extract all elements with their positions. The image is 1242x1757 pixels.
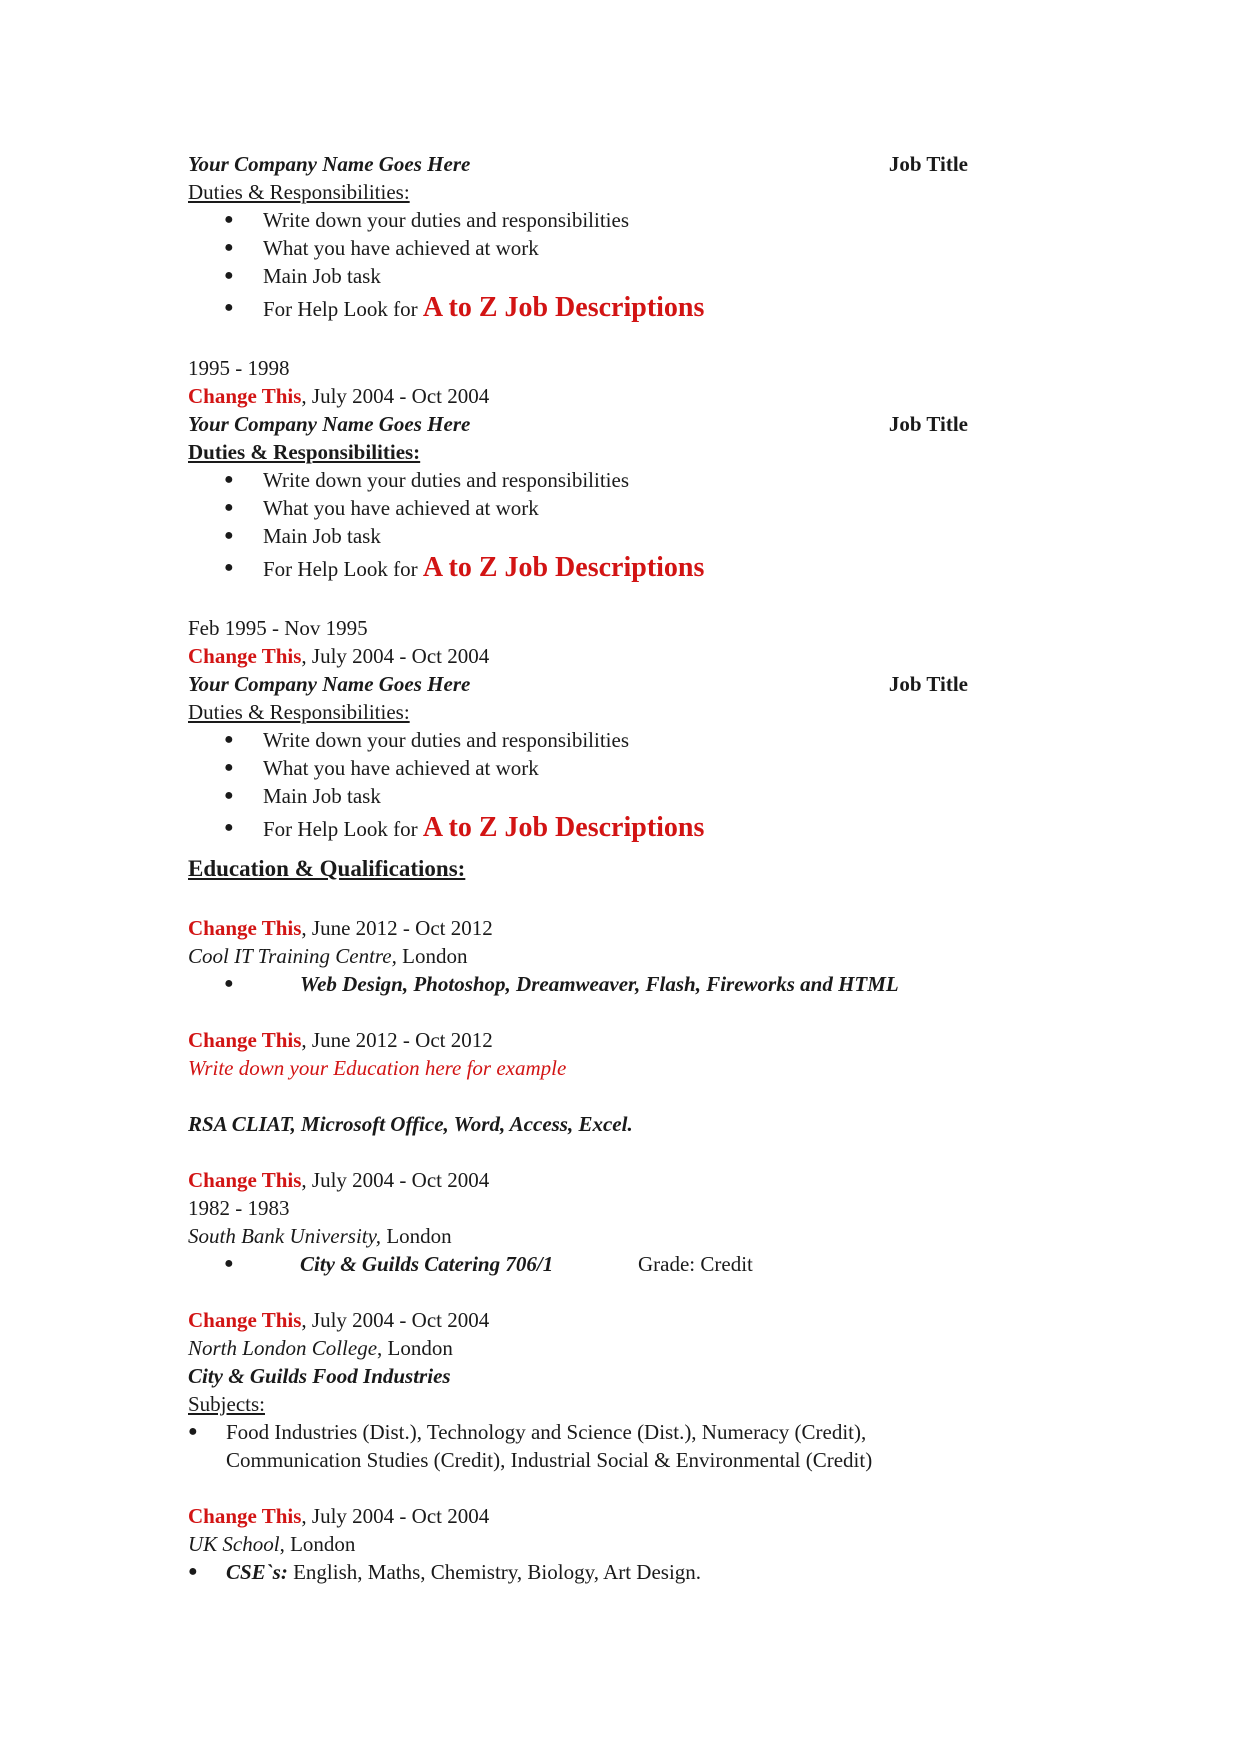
- help-prefix: For Help Look for: [263, 557, 423, 581]
- institution-name: North London College: [188, 1336, 378, 1360]
- institution-line: [188, 1530, 968, 1558]
- cse-label: CSE`s:: [226, 1560, 288, 1584]
- job-descriptions-link[interactable]: A to Z Job Descriptions: [422, 812, 705, 843]
- bullet-icon: ●: [224, 471, 234, 488]
- education-period: [188, 1166, 968, 1194]
- bullet-icon: ●: [224, 499, 234, 516]
- course-name: City & Guilds Food Industries: [188, 1364, 451, 1388]
- cse-item: [188, 1558, 968, 1586]
- education-period: [188, 1026, 968, 1054]
- duty-item: [188, 754, 968, 782]
- job-descriptions-link[interactable]: A to Z Job Descriptions: [422, 292, 705, 323]
- institution-line: [188, 942, 968, 970]
- subjects-line: Communication Studies (Credit), Industrial Social & Environmental (Credit): [226, 1448, 873, 1472]
- change-this-label: Change This: [188, 1308, 302, 1332]
- course-name: Web Design, Photoshop, Dreamweaver, Flash, Fireworks and HTML: [300, 972, 899, 996]
- bullet-icon: ●: [224, 299, 234, 316]
- institution-name: UK School: [188, 1532, 280, 1556]
- company-name: Your Company Name Goes Here: [188, 672, 471, 696]
- job-header: [188, 410, 968, 438]
- bullet-icon: ●: [188, 1563, 198, 1580]
- period-text: , July 2004 - Oct 2004: [301, 1504, 490, 1528]
- institution-location: , London: [279, 1532, 356, 1556]
- education-entry: [188, 914, 968, 998]
- institution-location: London: [396, 944, 468, 968]
- course-name: RSA CLIAT, Microsoft Office, Word, Access, Excel.: [188, 1112, 633, 1136]
- course-grade: Grade: Credit: [638, 1252, 753, 1276]
- duty-item: [188, 494, 968, 522]
- bullet-icon: ●: [188, 1423, 198, 1440]
- education-period: [188, 1502, 968, 1530]
- bullet-icon: ●: [224, 527, 234, 544]
- bullet-icon: ●: [224, 239, 234, 256]
- duties-heading: Duties & Responsibilities:: [188, 440, 421, 464]
- duty-text: Main Job task: [263, 784, 381, 808]
- cse-subjects: English, Maths, Chemistry, Biology, Art Design.: [287, 1560, 702, 1584]
- duties-list: [188, 466, 968, 586]
- period-text: , July 2004 - Oct 2004: [301, 644, 490, 668]
- duty-text: Write down your duties and responsibilities: [263, 728, 630, 752]
- education-note: Write down your Education here for example: [188, 1056, 567, 1080]
- duty-item: [188, 522, 968, 550]
- subjects-line: Food Industries (Dist.), Technology and Science (Dist.), Numeracy (Credit),: [226, 1420, 867, 1444]
- period-text: , June 2012 - Oct 2012: [301, 1028, 493, 1052]
- change-this-label: Change This: [188, 1168, 302, 1192]
- bullet-icon: ●: [224, 211, 234, 228]
- job-title: Job Title: [888, 152, 968, 176]
- bullet-icon: ●: [224, 559, 234, 576]
- bullet-icon: ●: [224, 787, 234, 804]
- job-block: [188, 614, 968, 846]
- job-descriptions-link[interactable]: A to Z Job Descriptions: [422, 552, 705, 583]
- duty-text: Main Job task: [263, 524, 381, 548]
- duty-item: [188, 782, 968, 810]
- job-title: Job Title: [888, 412, 968, 436]
- duty-text: What you have achieved at work: [263, 496, 539, 520]
- institution-name: South Bank University,: [188, 1224, 382, 1248]
- institution-location: London: [381, 1224, 452, 1248]
- job-block: [188, 354, 968, 586]
- job-header: [188, 670, 968, 698]
- duties-list: [188, 726, 968, 846]
- help-item: [188, 290, 968, 326]
- job-block: [188, 150, 968, 326]
- change-this-label: Change This: [188, 1028, 302, 1052]
- institution-name: Cool IT Training Centre,: [188, 944, 397, 968]
- duties-heading: Duties & Responsibilities:: [188, 180, 410, 204]
- bullet-icon: ●: [224, 759, 234, 776]
- duties-heading: Duties & Responsibilities:: [188, 700, 410, 724]
- bullet-icon: ●: [224, 819, 234, 836]
- institution-line: [188, 1222, 968, 1250]
- subjects-heading: Subjects:: [188, 1392, 265, 1416]
- education-entry: [188, 1166, 968, 1278]
- duty-text: Write down your duties and responsibilities: [263, 208, 630, 232]
- education-period: [188, 1306, 968, 1334]
- help-item: [188, 550, 968, 586]
- change-this-label: Change This: [188, 1504, 302, 1528]
- help-prefix: For Help Look for: [263, 817, 423, 841]
- job-dates: Feb 1995 - Nov 1995: [188, 616, 368, 640]
- company-name: Your Company Name Goes Here: [188, 412, 471, 436]
- bullet-icon: ●: [224, 975, 234, 992]
- period-text: , July 2004 - Oct 2004: [301, 384, 490, 408]
- job-title: Job Title: [888, 672, 968, 696]
- resume-page: [188, 150, 968, 1586]
- subjects-item: [188, 1418, 968, 1474]
- job-period: [188, 382, 968, 410]
- duty-item: [188, 206, 968, 234]
- duty-text: Write down your duties and responsibilities: [263, 468, 630, 492]
- company-name: Your Company Name Goes Here: [188, 152, 471, 176]
- duty-item: [188, 466, 968, 494]
- course-item: [188, 1250, 968, 1278]
- change-this-label: Change This: [188, 644, 302, 668]
- education-dates: 1982 - 1983: [188, 1196, 290, 1220]
- course-name: City & Guilds Catering 706/1: [300, 1252, 554, 1276]
- duty-item: [188, 234, 968, 262]
- institution-location: , London: [377, 1336, 453, 1360]
- help-prefix: For Help Look for: [263, 297, 423, 321]
- education-heading: Education & Qualifications:: [188, 856, 466, 881]
- duties-list: [188, 206, 968, 326]
- bullet-icon: ●: [224, 1255, 234, 1272]
- education-entry: [188, 1502, 968, 1586]
- change-this-label: Change This: [188, 384, 302, 408]
- change-this-label: Change This: [188, 916, 302, 940]
- bullet-icon: ●: [224, 267, 234, 284]
- institution-line: [188, 1334, 968, 1362]
- job-period: [188, 642, 968, 670]
- period-text: , June 2012 - Oct 2012: [301, 916, 493, 940]
- duty-item: [188, 262, 968, 290]
- duty-item: [188, 726, 968, 754]
- duty-text: What you have achieved at work: [263, 236, 539, 260]
- period-text: , July 2004 - Oct 2004: [301, 1168, 490, 1192]
- duty-text: What you have achieved at work: [263, 756, 539, 780]
- education-entry: [188, 1306, 968, 1474]
- period-text: , July 2004 - Oct 2004: [301, 1308, 490, 1332]
- bullet-icon: ●: [224, 731, 234, 748]
- course-item: [188, 970, 968, 998]
- duty-text: Main Job task: [263, 264, 381, 288]
- job-header: [188, 150, 968, 178]
- education-period: [188, 914, 968, 942]
- job-dates: 1995 - 1998: [188, 356, 290, 380]
- education-entry: [188, 1026, 968, 1138]
- help-item: [188, 810, 968, 846]
